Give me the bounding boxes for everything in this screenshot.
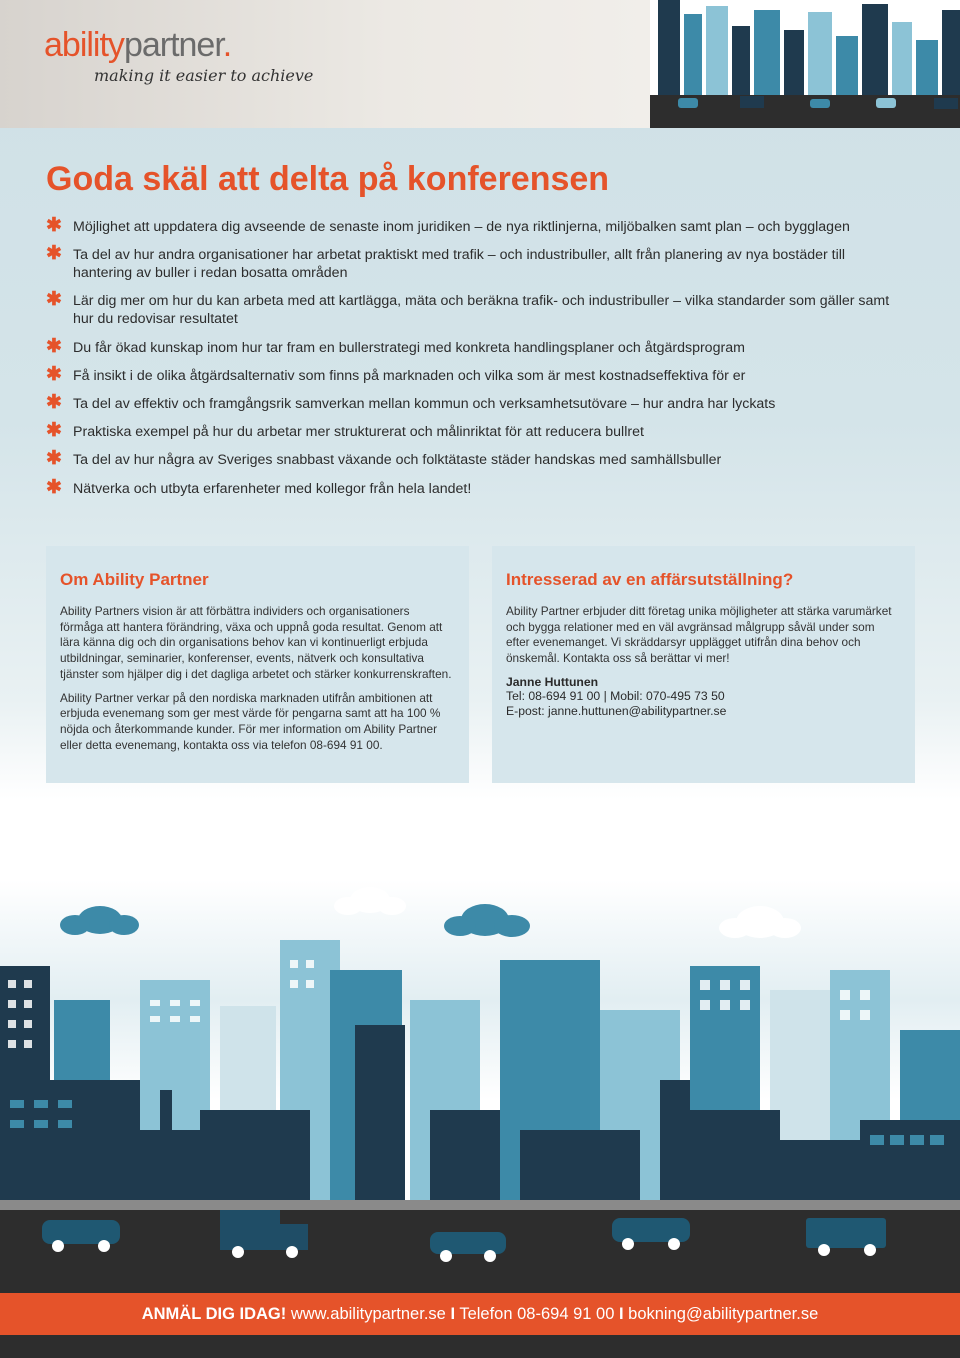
about-paragraph-1: Ability Partners vision är att förbättra individers och organisationers förmåga att hantera förändring, växa och uppnå goda resultat. Genom att lära känna dig och din organisations behov kan vi kontinuerligt erbjuda utbildningar, seminarier, konferenser, events, nätverk och konsultativa tjänster som hjälper dig i det dagliga arbetet och stärker konkurrenskraften. [60,604,452,681]
list-item [46,335,906,357]
footer-bottom-bar [0,1335,960,1358]
tagline: making it easier to achieve [94,66,314,85]
list-item [46,215,906,236]
cloud-icon [334,887,801,938]
email-link[interactable]: bokning@abilitypartner.se [628,1305,819,1323]
exhibit-box [492,546,915,783]
asterisk-icon: ✱ [46,215,62,236]
list-item-text: Ta del av effektiv och framgångsrik samverkan mellan kommun och verksamhetsutövare – hur andra har lyckats [73,395,776,412]
asterisk-icon: ✱ [46,420,62,442]
cloud-icon [60,904,530,937]
list-item-text: Lär dig mer om hur du kan arbeta med att kartlägga, mäta och beräkna trafik- och industribuller – vilka standarder som gäller samt hur du redovisar resultatet [73,293,890,328]
about-box [46,546,469,783]
contact-email[interactable]: E-post: janne.huttunen@abilitypartner.se [506,704,727,719]
list-item-text: Ta del av hur andra organisationer har arbetat praktiskt med trafik – och industribuller, allt från planering av nya bostäder till hantering av buller i redan bosatta områden [73,247,846,282]
asterisk-icon: ✱ [46,335,62,357]
list-item-text: Få insikt i de olika åtgärdsalternativ som finns på marknaden och vilka som är mest kostnadseffektiva för er [73,367,746,384]
asterisk-icon: ✱ [46,363,62,385]
list-item [46,243,906,282]
contact-name: Janne Huttunen [506,674,599,689]
asterisk-icon: ✱ [46,476,62,498]
about-heading: Om Ability Partner [60,570,209,589]
phone-text: Telefon 08-694 91 00 [459,1305,615,1323]
cta-text[interactable]: ANMÄL DIG IDAG! [141,1305,287,1323]
page-title: Goda skäl att delta på konferensen [46,160,610,198]
list-item-text: Ta del av hur några av Sveriges snabbast växande och folktätaste städer handskas med samhällsbuller [73,452,722,469]
logo[interactable] [44,26,231,65]
list-item [46,448,906,470]
separator: I [618,1305,624,1323]
city-illustration [0,880,960,1295]
list-item [46,363,906,385]
list-item-text: Du får ökad kunskap inom hur tar fram en bullerstrategi med konkreta handlingsplaner och åtgärdsprogram [73,339,745,356]
logo-text-1: ability [44,26,124,64]
list-item [46,391,906,413]
asterisk-icon: ✱ [46,243,62,265]
logo-dot: . [222,26,232,64]
exhibit-heading: Intresserad av en affärsutställning? [506,570,794,589]
list-item-text: Nätverka och utbyta erfarenheter med kollegor från hela landet! [73,480,472,497]
asterisk-icon: ✱ [46,391,62,413]
about-paragraph-2: Ability Partner verkar på den nordiska marknaden utifrån ambitionen att erbjuda evenemang som ger mest värde för pengarna samt att ha 100 % nöjda och återkommande kunder. För mer information om Ability Partner eller detta evenemang, kontakta oss via telefon 08-694 91 00. [60,690,441,752]
asterisk-icon: ✱ [46,289,62,311]
website-link[interactable]: www.abilitypartner.se [290,1305,446,1323]
list-item [46,476,906,498]
exhibit-paragraph: Ability Partner erbjuder ditt företag unika möjligheter att stärka varumärket och bygga relationer med en väl avgränsad målgrupp såväl under som efter evenemanget. Vi skräddarsyr upplägget utifrån dina behov och önskemål. Kontakta oss så berättar vi mer! [506,604,892,666]
logo-text-2: partner [123,26,223,64]
footer-banner [0,1293,960,1335]
list-item [46,289,906,328]
reasons-list [46,215,906,508]
asterisk-icon: ✱ [46,448,62,470]
header [0,0,960,128]
separator: I [450,1305,456,1323]
header-city-illustration [650,0,960,128]
list-item-text: Praktiska exempel på hur du arbetar mer strukturerat och målinriktat för att reducera bullret [73,424,644,441]
header-brand-area [0,0,650,128]
list-item-text: Möjlighet att uppdatera dig avseende de senaste inom juridiken – de nya riktlinjerna, miljöbalken samt plan – och bygglagen [73,219,850,235]
list-item [46,420,906,442]
contact-phone: Tel: 08-694 91 00 | Mobil: 070-495 73 50 [506,688,725,703]
